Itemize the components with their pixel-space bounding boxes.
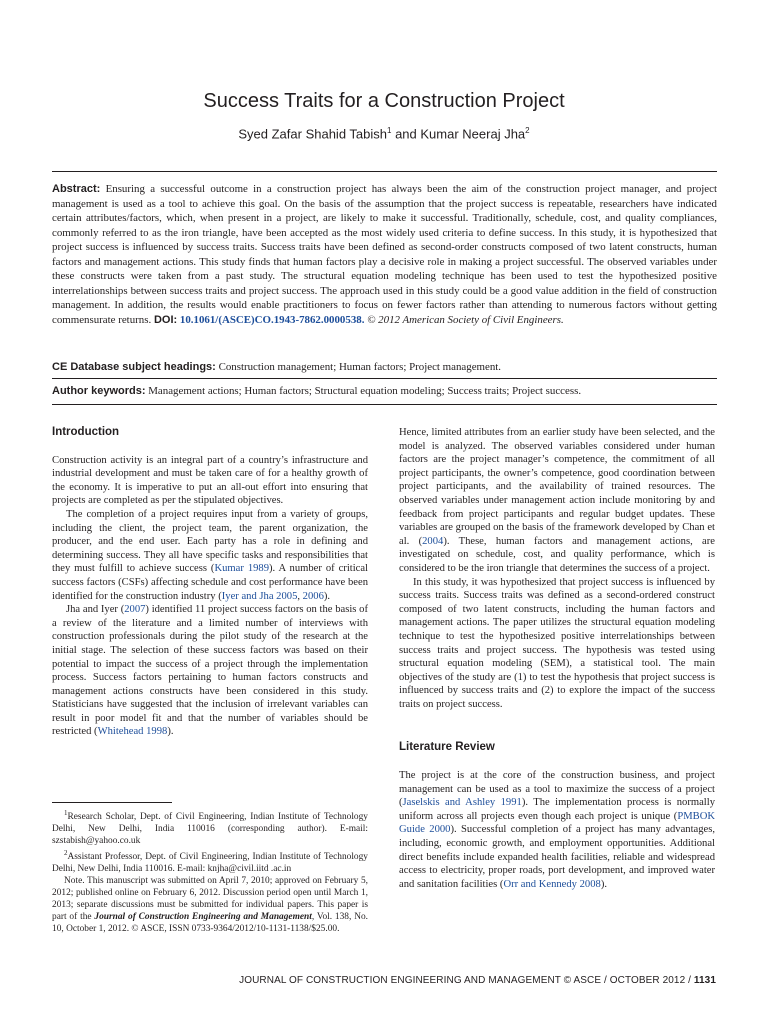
author-name: Syed Zafar Shahid Tabish	[238, 126, 388, 142]
publication-note: Note. This manuscript was submitted on April 7, 2010; approved on February 5, 2012; published online on February 6, 2012. Discussion period open until March 1, 2013; separate discussions must be submitted for individual papers. This paper is part of the Journal of Construction Engineering and Management, Vol. 138, No. 10, October 1, 2012. © ASCE, ISSN 0733-9364/2012/10-1131-1138/$25.00.	[52, 876, 368, 935]
citation-link[interactable]: Whitehead 1998	[97, 726, 168, 738]
section-divider	[52, 378, 717, 379]
citation-link[interactable]: 2007	[124, 604, 146, 616]
section-divider	[52, 171, 717, 172]
paragraph: The project is at the core of the construction business, and project management can be used as a tool to maximize the success of a project (Jaselskis and Ashley 1991). The implementation process is normally uniform across all projects even though each project is unique (PMBOK Guide 2000). Successful completion of a project has many advantages, including, economic growth, and employment opportunities. Additional direct benefits include expanded health facilities, reliable and widespread access to electricity, proper roads, port development, and improved water and sanitation facilities (Orr and Kennedy 2008).	[399, 770, 715, 890]
paragraph: In this study, it was hypothesized that project success is influenced by success traits. Success traits was defined as a second-ordered construct composed of two latent constructs, including the human factors and management actions. The paper utilizes the structural equation modeling technique to test the hypothesized positive interrelationships between success traits and project success. The hypothesis was tested using structural equation modeling (SEM), a statistical tool. The main objectives of the study are (1) to test the hypothesis that project success is influenced by success traits and (2) to explore the impact of the success traits on project success.	[399, 576, 715, 710]
section-heading: Introduction	[52, 426, 120, 438]
paragraph: Jha and Iyer (2007) identified 11 project success factors on the basis of a review of the literature and a limited number of interviews with construction professionals during the pilot study of the research at the initial stage. The selection of these success factors was based on their potential to impact the success of a project through the implementation process. Success factors pertaining to human factors constructs and management actions constructs have been considered in this study. Statisticians have suggested that the inclusion of irrelevant variables can result in poor model fit and that the number of variables should be restricted (Whitehead 1998).	[52, 604, 368, 738]
section-heading: Literature Review	[399, 741, 495, 754]
footnotes	[52, 802, 368, 935]
copyright-notice: © 2012 American Society of Civil Engineers.	[367, 313, 564, 326]
citation-link[interactable]: Orr and Kennedy 2008	[503, 878, 601, 890]
author-connector: and	[391, 126, 421, 142]
author-keywords-label: Author keywords:	[52, 385, 146, 397]
subject-headings-text: Construction management; Human factors; Project management.	[218, 361, 502, 373]
abstract	[52, 182, 717, 327]
right-column	[399, 426, 715, 891]
paper-title: Success Traits for a Construction Project	[203, 90, 565, 112]
author-keywords-text: Management actions; Human factors; Structural equation modeling; Success traits; Project success.	[148, 385, 582, 397]
footnote: $^2$Assistant Professor, Dept. of Civil Engineering, Indian Institute of Technology Delhi, New Delhi, India 110016. E-mail: knjha@civil.iitd .ac.in	[52, 849, 368, 875]
citation-link[interactable]: Jaselskis and Ashley 1991	[402, 797, 522, 809]
paragraph: The completion of a project requires input from a variety of groups, including the client, the project team, the parent organization, the producer, and the end user. Each party has a role in defining and determining success. They all have specific tasks and responsibilities that they must fulfill to achieve success (Kumar 1989). A number of critical success factors (CSFs) affecting schedule and cost performance have been identified for the construction industry (Iyer and Jha 2005, 2006).	[52, 508, 369, 602]
citation-link[interactable]: Iyer and Jha 2005	[221, 590, 298, 602]
author-name: Kumar Neeraj Jha	[420, 126, 526, 142]
citation-link[interactable]: 2004	[422, 535, 444, 547]
doi-label: DOI:	[153, 313, 178, 326]
affiliation-mark: 1	[387, 126, 392, 135]
subject-headings	[52, 360, 717, 374]
abstract-text: Ensuring a successful outcome in a construction project has always been the aim of the construction project manager, and project management is used as a tool to achieve this goal. On the basis of the assumption that the project success is repeatable, researchers have indicated certain attributes/factors, which, when present in a project, are likely to make it successful. Traditionally, schedule, cost, and quality compliances, commonly referred to as the iron triangle, have been accepted as the most widely used criteria to define success. In this study, it is hypothesized that project success is influenced by success traits. Success traits have been defined as second-order constructs composed of two latent constructs, human factors and management actions. This study finds that human factors play a decisive role in making a project successful. The observed variables under these constructs were taken from a past study. The structural equation modeling technique has been used to test the hypothesized positive interrelationships between success traits and project success. The approach used in this study could be a good value addition in the field of construction management. In addition, the results would enable practitioners to focus on fewer factors rather than attending to numerous factors without getting commensurate returns.	[52, 183, 717, 326]
citation-link[interactable]: Kumar 1989	[214, 563, 270, 575]
footnote-divider	[52, 802, 172, 803]
citation-link[interactable]: PMBOK Guide 2000	[399, 810, 715, 836]
page-number: 1131	[693, 975, 716, 986]
affiliation-mark: 2	[525, 126, 530, 135]
left-column	[52, 426, 368, 739]
subject-headings-label: CE Database subject headings:	[52, 361, 216, 373]
citation-link[interactable]: 2006	[302, 590, 324, 602]
journal-name: Journal of Construction Engineering and Management	[94, 912, 312, 923]
abstract-label: Abstract:	[52, 183, 101, 195]
journal-footer-text: JOURNAL OF CONSTRUCTION ENGINEERING AND MANAGEMENT © ASCE / OCTOBER 2012 /	[239, 975, 694, 986]
paragraph: Hence, limited attributes from an earlier study have been selected, and the model is analyzed. The observed variables considered under human factors are the project manager’s competence, the commitment of all project participants, the owner’s competence, good coordination between project participants, and the availability of trained resources. The observed variables under management action include monitoring by and feedback from project participants and regular budget updates. These variables are grouped on the basis of the framework developed by Chan et al. (2004). These, human factors and management actions, are investigated on schedule, cost, and quality performance, which is considered to be the iron triangle that determines the success of a project.	[399, 427, 715, 574]
doi-link[interactable]: 10.1061/(ASCE)CO.1943-7862.0000538.	[179, 313, 365, 326]
footnote: $^1$Research Scholar, Dept. of Civil Engineering, Indian Institute of Technology Delhi, New Delhi, India 110016 (corresponding author). E-mail: szstabish@yahoo.co.uk	[52, 809, 368, 847]
section-divider	[52, 404, 717, 405]
author-list	[0, 126, 768, 141]
author-keywords	[52, 384, 717, 398]
paragraph: Construction activity is an integral part of a country’s infrastructure and industrial development and must be taken care of for a healthy growth of the economy. It is imperative to put an all-out effort into ensuring that projects are completed as per the stipulated objectives.	[52, 454, 368, 507]
page-footer	[239, 975, 716, 986]
